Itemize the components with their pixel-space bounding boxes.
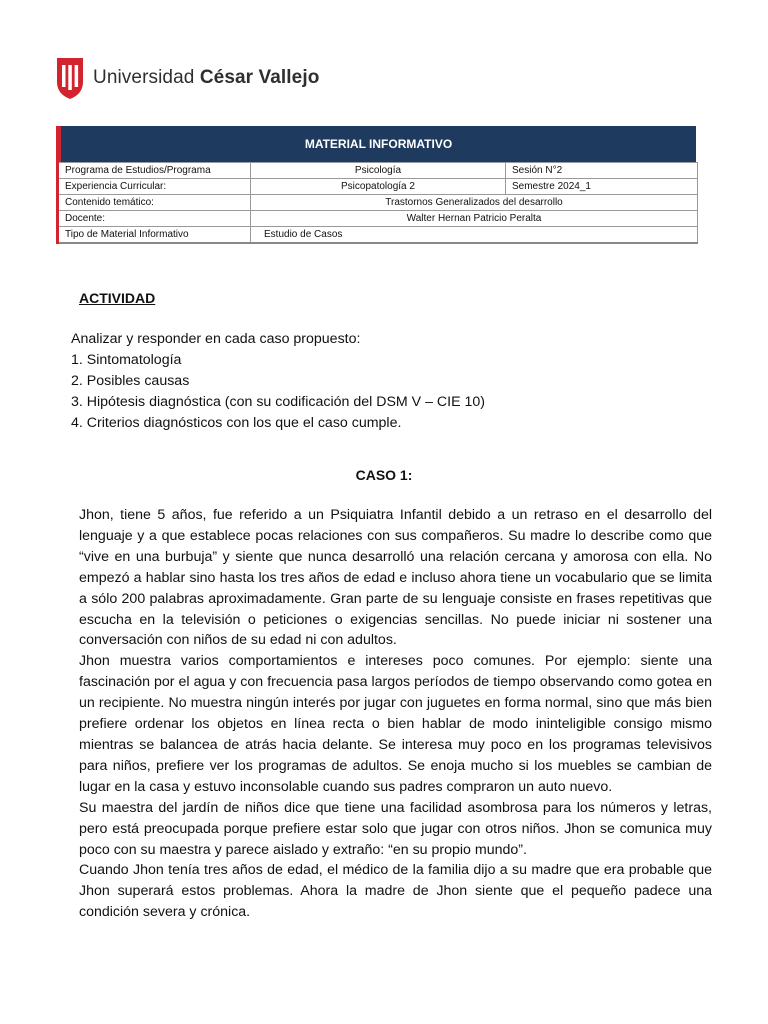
table-row xyxy=(58,227,698,243)
table-cell: Estudio de Casos xyxy=(251,227,698,243)
case-paragraph: Cuando Jhon tenía tres años de edad, el médico de la familia dijo a su madre que era probable que Jhon superará estos problemas. Ahora la madre de Jhon siente que el pequeño padece una condición severa y crónica. xyxy=(79,862,712,921)
table-row xyxy=(58,211,698,227)
ucv-shield-icon xyxy=(55,56,85,100)
table-cell: Trastornos Generalizados del desarrollo xyxy=(251,195,698,211)
info-table-title: MATERIAL INFORMATIVO xyxy=(56,126,696,162)
university-logo xyxy=(55,56,319,100)
info-table-block xyxy=(56,126,696,244)
table-cell: Psicología xyxy=(251,163,506,179)
case-paragraph: Jhon, tiene 5 años, fue referido a un Psiquiatra Infantil debido a un retraso en el desarrollo del lenguaje y a que establece pocas relaciones con sus compañeros. Su madre lo describe como que “vive en una burbuja” y siente que nunca desarrolló una relación cercana y amorosa con ella. No empezó a hablar sino hasta los tres años de edad e incluso ahora tiene un vocabulario que se limita a sólo 200 palabras aproximadamente. Gran parte de su lenguaje consiste en frases repetitivas que escucha en la televisión o peticiones o exigencias sencillas. No puede iniciar ni sostener una conversación con niños de su edad ni con adultos. xyxy=(79,507,712,649)
table-row xyxy=(58,163,698,179)
table-cell: Contenido temático: xyxy=(58,195,251,211)
table-cell: Walter Hernan Patricio Peralta xyxy=(251,211,698,227)
logo-name-bold: César Vallejo xyxy=(199,67,320,88)
table-row xyxy=(58,195,698,211)
activity-instructions xyxy=(71,329,485,434)
list-item: 4. Criterios diagnósticos con los que el caso cumple. xyxy=(71,415,402,431)
case-body xyxy=(79,505,712,923)
table-cell: Tipo de Material Informativo xyxy=(58,227,251,243)
table-row xyxy=(58,179,698,195)
case-paragraph: Su maestra del jardín de niños dice que tiene una facilidad asombrosa para los números y letras, pero está preocupada porque prefiere estar solo que jugar con otros niños. Jhon se comunica muy poco con su maestra y parece aislado y extraño: “en su propio mundo”. xyxy=(79,799,712,858)
table-cell: Psicopatología 2 xyxy=(251,179,506,195)
case-heading: CASO 1: xyxy=(355,467,413,483)
activity-heading: ACTIVIDAD xyxy=(79,290,156,306)
activity-intro: Analizar y responder en cada caso propuesto: xyxy=(71,331,361,347)
table-cell: Semestre 2024_1 xyxy=(506,179,698,195)
info-table xyxy=(56,162,698,244)
table-cell: Programa de Estudios/Programa xyxy=(58,163,251,179)
case-paragraph: Jhon muestra varios comportamientos e intereses poco comunes. Por ejemplo: siente una fascinación por el agua y con frecuencia pasa largos períodos de tiempo observando como gotea en un recipiente. No muestra ningún interés por jugar con juguetes en forma normal, sino que más bien prefiere ordenar los objetos en línea recta o bien hablar de modo ininteligible consigo mismo mientras se balancea de atrás hacia delante. Se interesa muy poco en los programas televisivos para niños, prefiere ver los programas de adultos. Se enoja mucho si los muebles se cambian de lugar en la casa y estuvo inconsolable cuando sus padres compraron un auto nuevo. xyxy=(79,653,712,795)
logo-text xyxy=(93,67,319,89)
table-cell: Sesión N°2 xyxy=(506,163,698,179)
logo-name: Universidad xyxy=(93,67,195,88)
table-cell: Docente: xyxy=(58,211,251,227)
list-item: 2. Posibles causas xyxy=(71,373,190,389)
list-item: 3. Hipótesis diagnóstica (con su codificación del DSM V – CIE 10) xyxy=(71,394,486,410)
table-cell: Experiencia Curricular: xyxy=(58,179,251,195)
list-item: 1. Sintomatología xyxy=(71,352,182,368)
